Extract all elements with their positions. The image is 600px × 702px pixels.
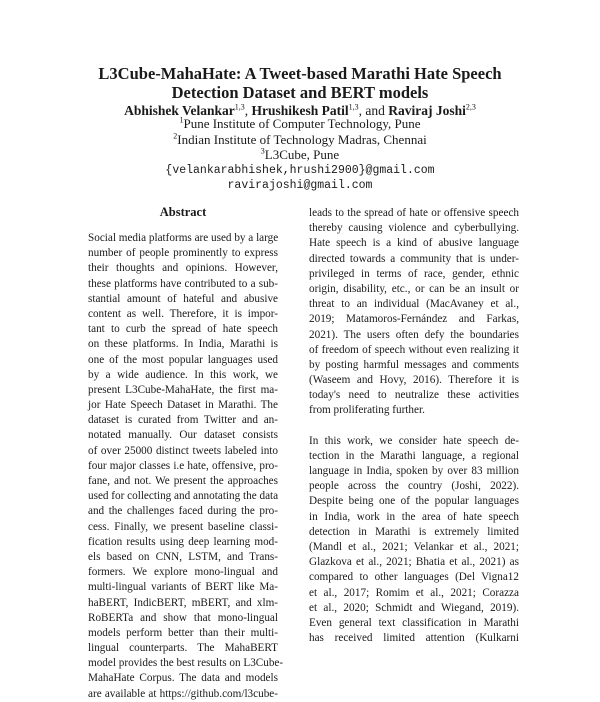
- text-line: Despite being one of the popular languages: [309, 495, 519, 508]
- paragraph-gap: [309, 419, 519, 434]
- text-line: threat to an individual (MacAvaney et al.,: [309, 298, 519, 311]
- intro-column: [309, 206, 519, 646]
- text-line: 2021). The users often defy the boundaries: [309, 328, 519, 341]
- text-line: stantial amount of hateful and abusive: [88, 292, 278, 305]
- author-affil-marker: 1,3: [234, 102, 245, 112]
- text-line: by posting harmful messages and comments: [309, 358, 519, 371]
- text-line: et al., 2020; Schmidt and Wiegand, 2019).: [309, 601, 519, 614]
- text-line: formers. We explore mono-lingual and: [88, 566, 278, 579]
- text-line: content as well. Therefore, it is impor-: [88, 307, 278, 320]
- text-line: people across the country (Joshi, 2022).: [309, 480, 519, 493]
- text-line: lingual counterparts. The MahaBERT: [88, 642, 278, 655]
- author-name: Hrushikesh Patil: [251, 103, 349, 118]
- affiliation-marker: 1: [179, 115, 184, 125]
- text-line: In this work, we consider hate speech de-: [309, 434, 519, 447]
- text-line: cess. Finally, we present baseline classi-: [88, 520, 278, 533]
- text-line: (Waseem and Hovy, 2016). Therefore it is: [309, 374, 519, 387]
- text-line: Social media platforms are used by a large: [88, 232, 279, 244]
- paper-title-line-2: Detection Dataset and BERT models: [171, 83, 429, 102]
- text-line: detection in Marathi is extremely limited: [309, 525, 519, 538]
- text-line: et al., 2017; Romim et al., 2021; Corazza: [309, 586, 519, 599]
- author-separator: ,: [244, 103, 252, 118]
- text-line: these platforms have contributed to a sub-: [88, 277, 278, 290]
- text-line: fane, and not. We present the approaches: [88, 475, 278, 487]
- text-line: haBERT, IndicBERT, mBERT, and xlm-: [88, 596, 278, 609]
- abstract-body: [88, 231, 284, 702]
- text-line: RoBERTa and show that mono-lingual: [88, 611, 278, 624]
- text-line: present L3Cube-MahaHate, the first ma-: [88, 383, 278, 396]
- affiliation-text: L3Cube, Pune: [264, 147, 340, 162]
- affiliation-text: Indian Institute of Technology Madras, Chennai: [177, 131, 427, 147]
- intro-paragraph-2: [309, 434, 519, 647]
- text-line: models perform better than their multi-: [88, 626, 278, 639]
- author-affil-marker: 2,3: [465, 102, 476, 112]
- text-line: (Mandl et al., 2021; Velankar et al., 2021;: [309, 540, 519, 553]
- text-line: and the challenges faced during the pro-: [88, 505, 278, 518]
- abstract-heading: Abstract: [159, 205, 207, 219]
- affiliation-text: Pune Institute of Computer Technology, Pune: [183, 116, 421, 131]
- text-line: used for collecting and annotating the data: [88, 490, 279, 503]
- text-line: model provides the best results on L3Cube-: [88, 657, 284, 670]
- author-name: Raviraj Joshi: [388, 103, 466, 118]
- text-line: in India, work in the area of hate speech: [309, 510, 519, 523]
- text-line: tection in the Marathi language, a regional: [309, 449, 519, 462]
- affiliation-marker: 2: [173, 131, 178, 141]
- text-line: notated manually. Our dataset consists: [88, 429, 278, 442]
- affiliation: [60, 147, 540, 163]
- paper-title: [40, 64, 560, 102]
- author-separator: , and: [358, 103, 389, 118]
- text-line: has received limited attention (Kulkarni: [309, 632, 519, 645]
- text-line: leads to the spread of hate or offensive speech: [309, 207, 519, 219]
- text-line: fication results using deep learning mod-: [88, 535, 278, 548]
- text-line: jor Hate Speech Dataset in Marathi. The: [88, 399, 278, 412]
- affiliation-block: [60, 116, 540, 194]
- text-line: Glazkova et al., 2021; Bhatia et al., 2021) as: [309, 556, 519, 569]
- affiliation: [60, 132, 540, 148]
- affiliation: [60, 116, 540, 132]
- text-line: origin, disability, etc., or can be an insult or: [309, 282, 519, 295]
- text-line: Hate speech is a kind of abusive language: [309, 237, 519, 250]
- text-line: of over 25000 distinct tweets labeled into: [88, 444, 278, 457]
- text-line: their thoughts and opinions. However,: [88, 262, 278, 275]
- text-line: Even general text classification in Marathi: [309, 616, 519, 629]
- author-name: Abhishek Velankar: [124, 103, 235, 118]
- text-line: on these platforms. In India, Marathi is: [88, 338, 278, 351]
- text-line: tant to curb the spread of hate speech: [88, 323, 278, 336]
- text-line: today's need to neutralize these activities: [309, 389, 519, 402]
- text-line: thereby causing violence and cyberbullying.: [309, 222, 519, 235]
- author-affil-marker: 1,3: [348, 102, 359, 112]
- text-line: of freedom of speech without even realizing it: [309, 343, 519, 356]
- text-line: compared to other languages (Del Vigna12: [309, 571, 519, 584]
- text-line: els based on CNN, LSTM, and Trans-: [88, 550, 278, 563]
- text-line: multi-lingual variants of BERT like Ma-: [88, 581, 278, 594]
- affiliation-marker: 3: [260, 146, 265, 156]
- text-line: language in India, spoken by over 83 million: [309, 465, 519, 477]
- text-line: from proliferating further.: [309, 404, 425, 417]
- text-line: are available at https://github.com/l3cube-: [88, 687, 278, 700]
- email-line: {velankarabhishek,hrushi2900}@gmail.com: [165, 163, 435, 177]
- text-line: number of people prominently to express: [88, 247, 278, 260]
- intro-paragraph-1: [309, 206, 519, 419]
- text-line: privileged in terms of race, gender, ethnic: [309, 267, 519, 280]
- text-line: four major classes i.e hate, offensive, pro-: [88, 459, 278, 472]
- email-line: ravirajoshi@gmail.com: [227, 179, 373, 192]
- text-line: one of the most popular languages used: [88, 353, 278, 366]
- text-line: by a wide audience. In this work, we: [88, 368, 278, 381]
- text-line: MahaHate Corpus. The data and models: [88, 672, 278, 685]
- text-line: dataset is curated from Twitter and an-: [88, 414, 278, 427]
- text-line: directed towards a community that is under-: [309, 252, 519, 265]
- text-line: 2019; Matamoros-Fernández and Farkas,: [309, 313, 519, 326]
- paper-title-line-1: L3Cube-MahaHate: A Tweet-based Marathi Hate Speech: [98, 64, 502, 83]
